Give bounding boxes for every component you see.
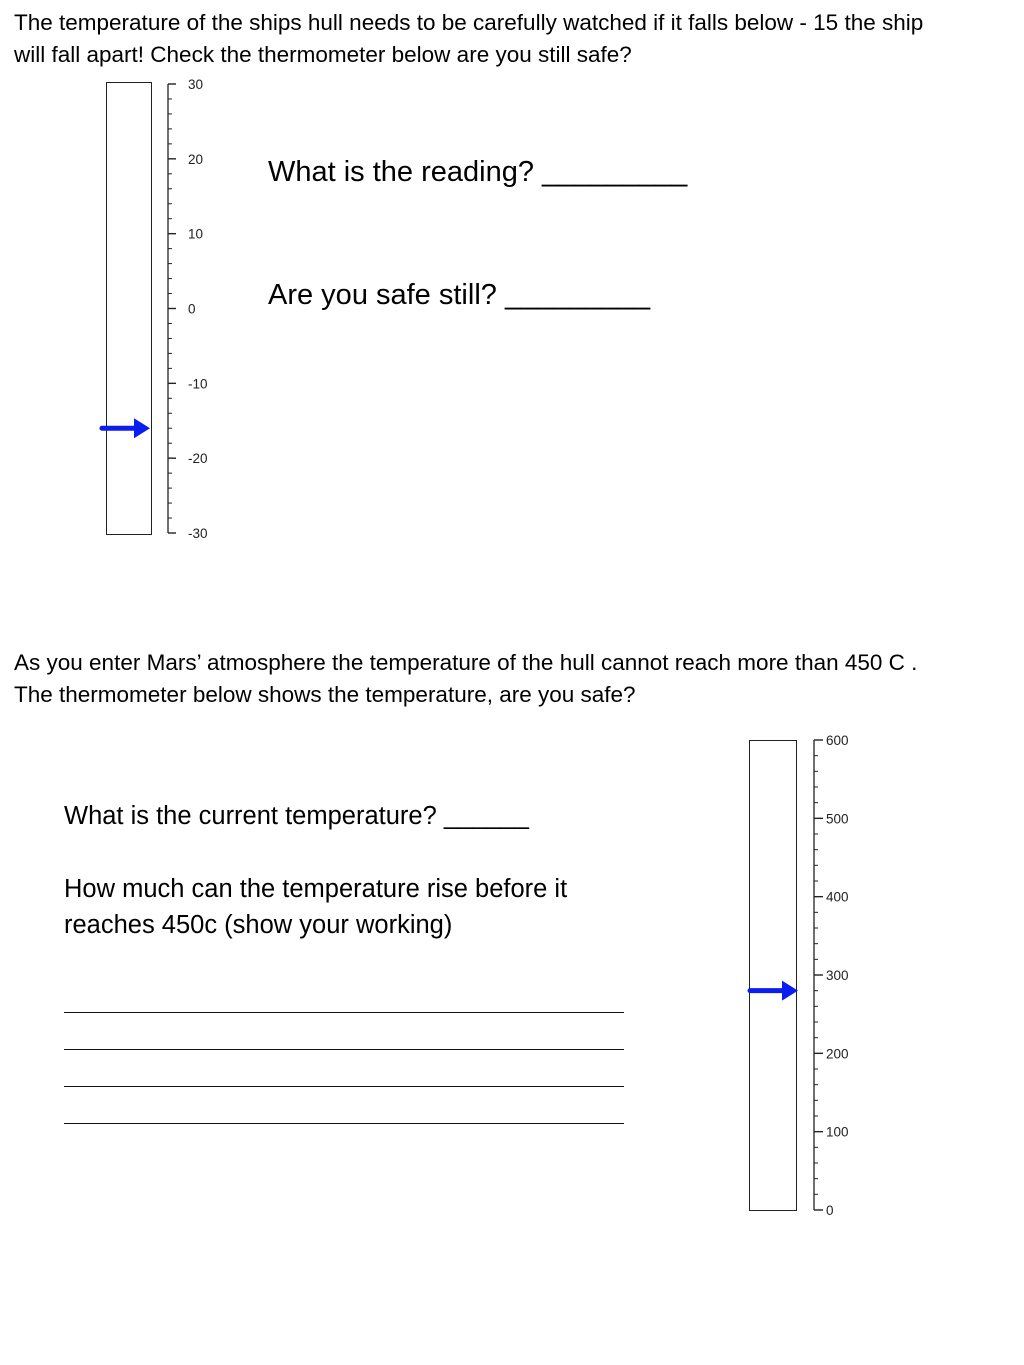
tick-label: 20 (188, 151, 204, 167)
question-safe: Are you safe still? _________ (268, 279, 651, 311)
tick-label: 100 (826, 1124, 849, 1140)
tick-label: 500 (826, 811, 849, 827)
thermometer-2-scale (742, 728, 882, 1228)
intro-line-1: The temperature of the ships hull needs to be carefully watched if it falls below - 15 the ship (14, 10, 924, 35)
tick-label: 30 (188, 77, 204, 92)
mars-intro-line-1: As you enter Mars’ atmosphere the temperature of the hull cannot reach more than 450 C . (14, 650, 918, 675)
mars-intro-line-2: The thermometer below shows the temperature, are you safe? (14, 682, 636, 707)
thermometer-1-scale (100, 70, 240, 550)
answer-line[interactable] (64, 1012, 624, 1013)
answer-line[interactable] (64, 1123, 624, 1124)
question-current-temperature: What is the current temperature? ______ (64, 802, 529, 830)
tick-label: 600 (826, 733, 849, 748)
tick-label: -10 (188, 376, 208, 392)
answer-line[interactable] (64, 1086, 624, 1087)
tick-label: 0 (188, 301, 196, 317)
reading-arrow-icon (750, 981, 798, 1001)
question-reading: What is the reading? _________ (268, 156, 688, 188)
tick-label: -20 (188, 451, 208, 467)
question-rise-line-2: reaches 450c (show your working) (64, 911, 453, 939)
tick-label: 400 (826, 889, 849, 905)
question-rise-line-1: How much can the temperature rise before it (64, 875, 568, 903)
tick-label: 10 (188, 226, 204, 242)
intro-line-2: will fall apart! Check the thermometer below are you still safe? (14, 42, 632, 67)
tick-label: 300 (826, 968, 849, 983)
tick-label: 200 (826, 1046, 849, 1062)
tick-label: 0 (826, 1203, 834, 1218)
reading-arrow-icon (102, 418, 150, 438)
answer-line[interactable] (64, 1049, 624, 1050)
tick-label: -30 (188, 526, 208, 541)
